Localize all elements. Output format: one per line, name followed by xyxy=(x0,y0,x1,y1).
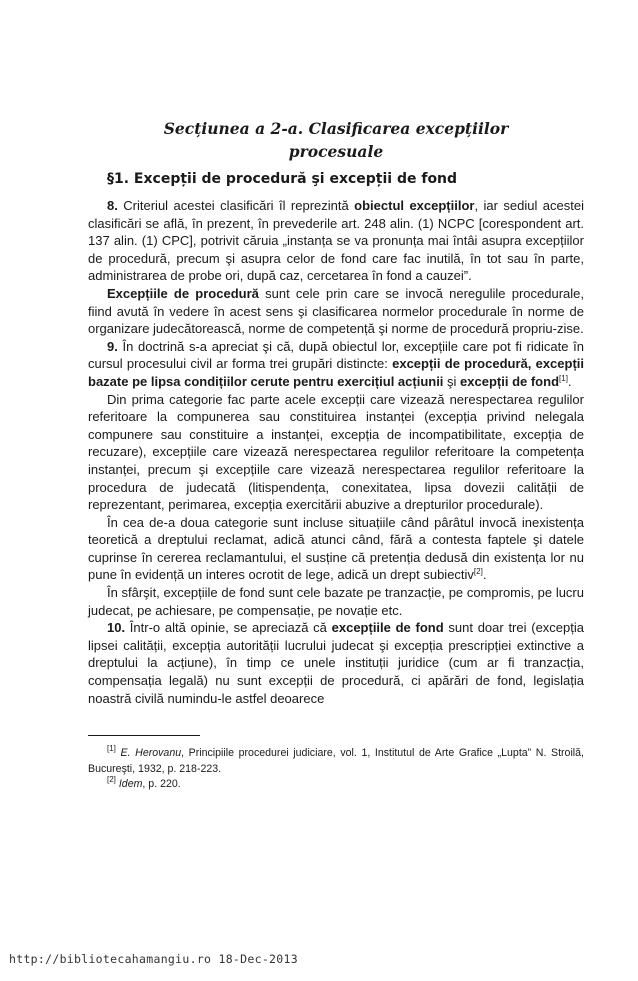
emphasis: excepții de fond xyxy=(460,373,560,389)
paragraph-8: 8. Criteriul acestei clasificări îl reprezintă obiectul excepțiilor, iar sediul acestei clasificări se află, în prezent, în prevederile art. 248 alin. (1) NCPC [corespondent art. 137 alin. (1) CPC], potrivit căruia „instanța se va pronunța mai întâi asupra excepțiilor de procedură, precum şi asupra celor de fond care fac inutilă, în tot sau în parte, administrarea de probe ori, după caz, cercetarea în fond a cauzei”. xyxy=(88,198,584,284)
paragraph-procedural-exceptions: Excepțiile de procedură sunt cele prin care se invocă neregulile procedurale, fiind avută în vedere în acest sens şi clasificarea normelor procedurale în norme de organizare judecătorească, norme de competență şi norme de procedură propriu-zise. xyxy=(88,285,584,337)
footnote-1: [1] E. Herovanu, Principiile procedurei judiciare, vol. 1, Institutul de Arte Grafice „Lupta” N. Stroilă, Bucureşti, 1932, p. 218-223. xyxy=(88,744,584,775)
footnote-reference[interactable]: [1] xyxy=(559,373,568,383)
paragraph-10: 10. Într-o altă opinie, se apreciază că excepțiile de fond sunt doar trei (excepția lipsei calității, excepția autorității lucrului judecat şi excepția prescripției extinctive a dreptului la acțiune), în timp ce unele instituții juridice (cum ar fi tranzacția, compensația legală) nu sunt excepții de procedură, ci apărări de fond, legislația noastră civilă numindu-le astfel deoarece xyxy=(88,620,584,706)
footnote-author: E. Herovanu xyxy=(120,747,182,760)
paragraph-number: 10. xyxy=(107,620,126,636)
emphasis: obiectul excepțiilor xyxy=(354,198,475,213)
emphasis: Excepțiile de procedură xyxy=(107,285,259,301)
footnote-author: Idem xyxy=(118,778,143,791)
paragraph-first-category: Din prima categorie fac parte acele excepții care vizează nerespectarea regulilor referitoare la compunerea sau constituirea instanței (excepția privind nelegala compunere sau constituire a instanței, excepția de incompatibilitate, excepția de recuzare), excepțiile care vizează nerespectarea regulilor referitoare la competența instanței, precum şi excepțiile care vizează nerespectarea regulilor referitoare la procedura de judecată (litispendența, conexitatea, lipsa dovezii calității de reprezentant, perimarea, excepția exercitării abuzive a drepturilor procedurale). xyxy=(88,391,584,513)
subsection-heading: §1. Excepții de procedură şi excepții de fond xyxy=(107,171,458,187)
paragraph-number: 9. xyxy=(107,338,118,354)
source-url-footer: http://bibliotecahamangiu.ro 18-Dec-2013 xyxy=(9,952,298,966)
emphasis: excepții de procedură, excepții bazate pe lipsa condițiilor cerute pentru exercițiul acțiunii xyxy=(88,356,584,389)
footnote-reference[interactable]: [2] xyxy=(473,567,483,577)
footnote-divider xyxy=(88,735,200,736)
paragraph-second-category: În cea de-a doua categorie sunt incluse situațiile când pârâtul invocă inexistența teoretică a dreptului reclamat, adică atunci când, fără a contesta faptele şi datele cuprinse în cererea reclamantului, el susține că pretenția dedusă din existența lor nu pune în evidență un interes ocrotit de lege, adică un drept subiectiv[2]. xyxy=(88,514,584,583)
section-heading xyxy=(88,117,584,163)
document-page xyxy=(88,117,584,793)
emphasis: excepțiile de fond xyxy=(331,620,444,636)
paragraph-9: 9. În doctrină s-a apreciat şi că, după obiectul lor, excepțiile care pot fi ridicate în cursul procesului civil ar forma trei grupări distincte: excepții de procedură, excepții bazate pe lipsa condițiilor cerute pentru exercițiul acțiunii şi excepții de fond[1]. xyxy=(88,338,584,389)
section-subtitle: procesuale xyxy=(288,142,384,161)
section-title: Secțiunea a 2-a. Clasificarea excepțiilor xyxy=(163,119,509,138)
paragraph-number: 8. xyxy=(107,198,118,213)
paragraph-third-category: În sfârşit, excepțiile de fond sunt cele bazate pe tranzacție, pe compromis, pe lucru judecat, pe achiesare, pe compensație, pe novație etc. xyxy=(88,585,584,618)
footnote-2: [2] Idem, p. 220. xyxy=(107,775,181,791)
